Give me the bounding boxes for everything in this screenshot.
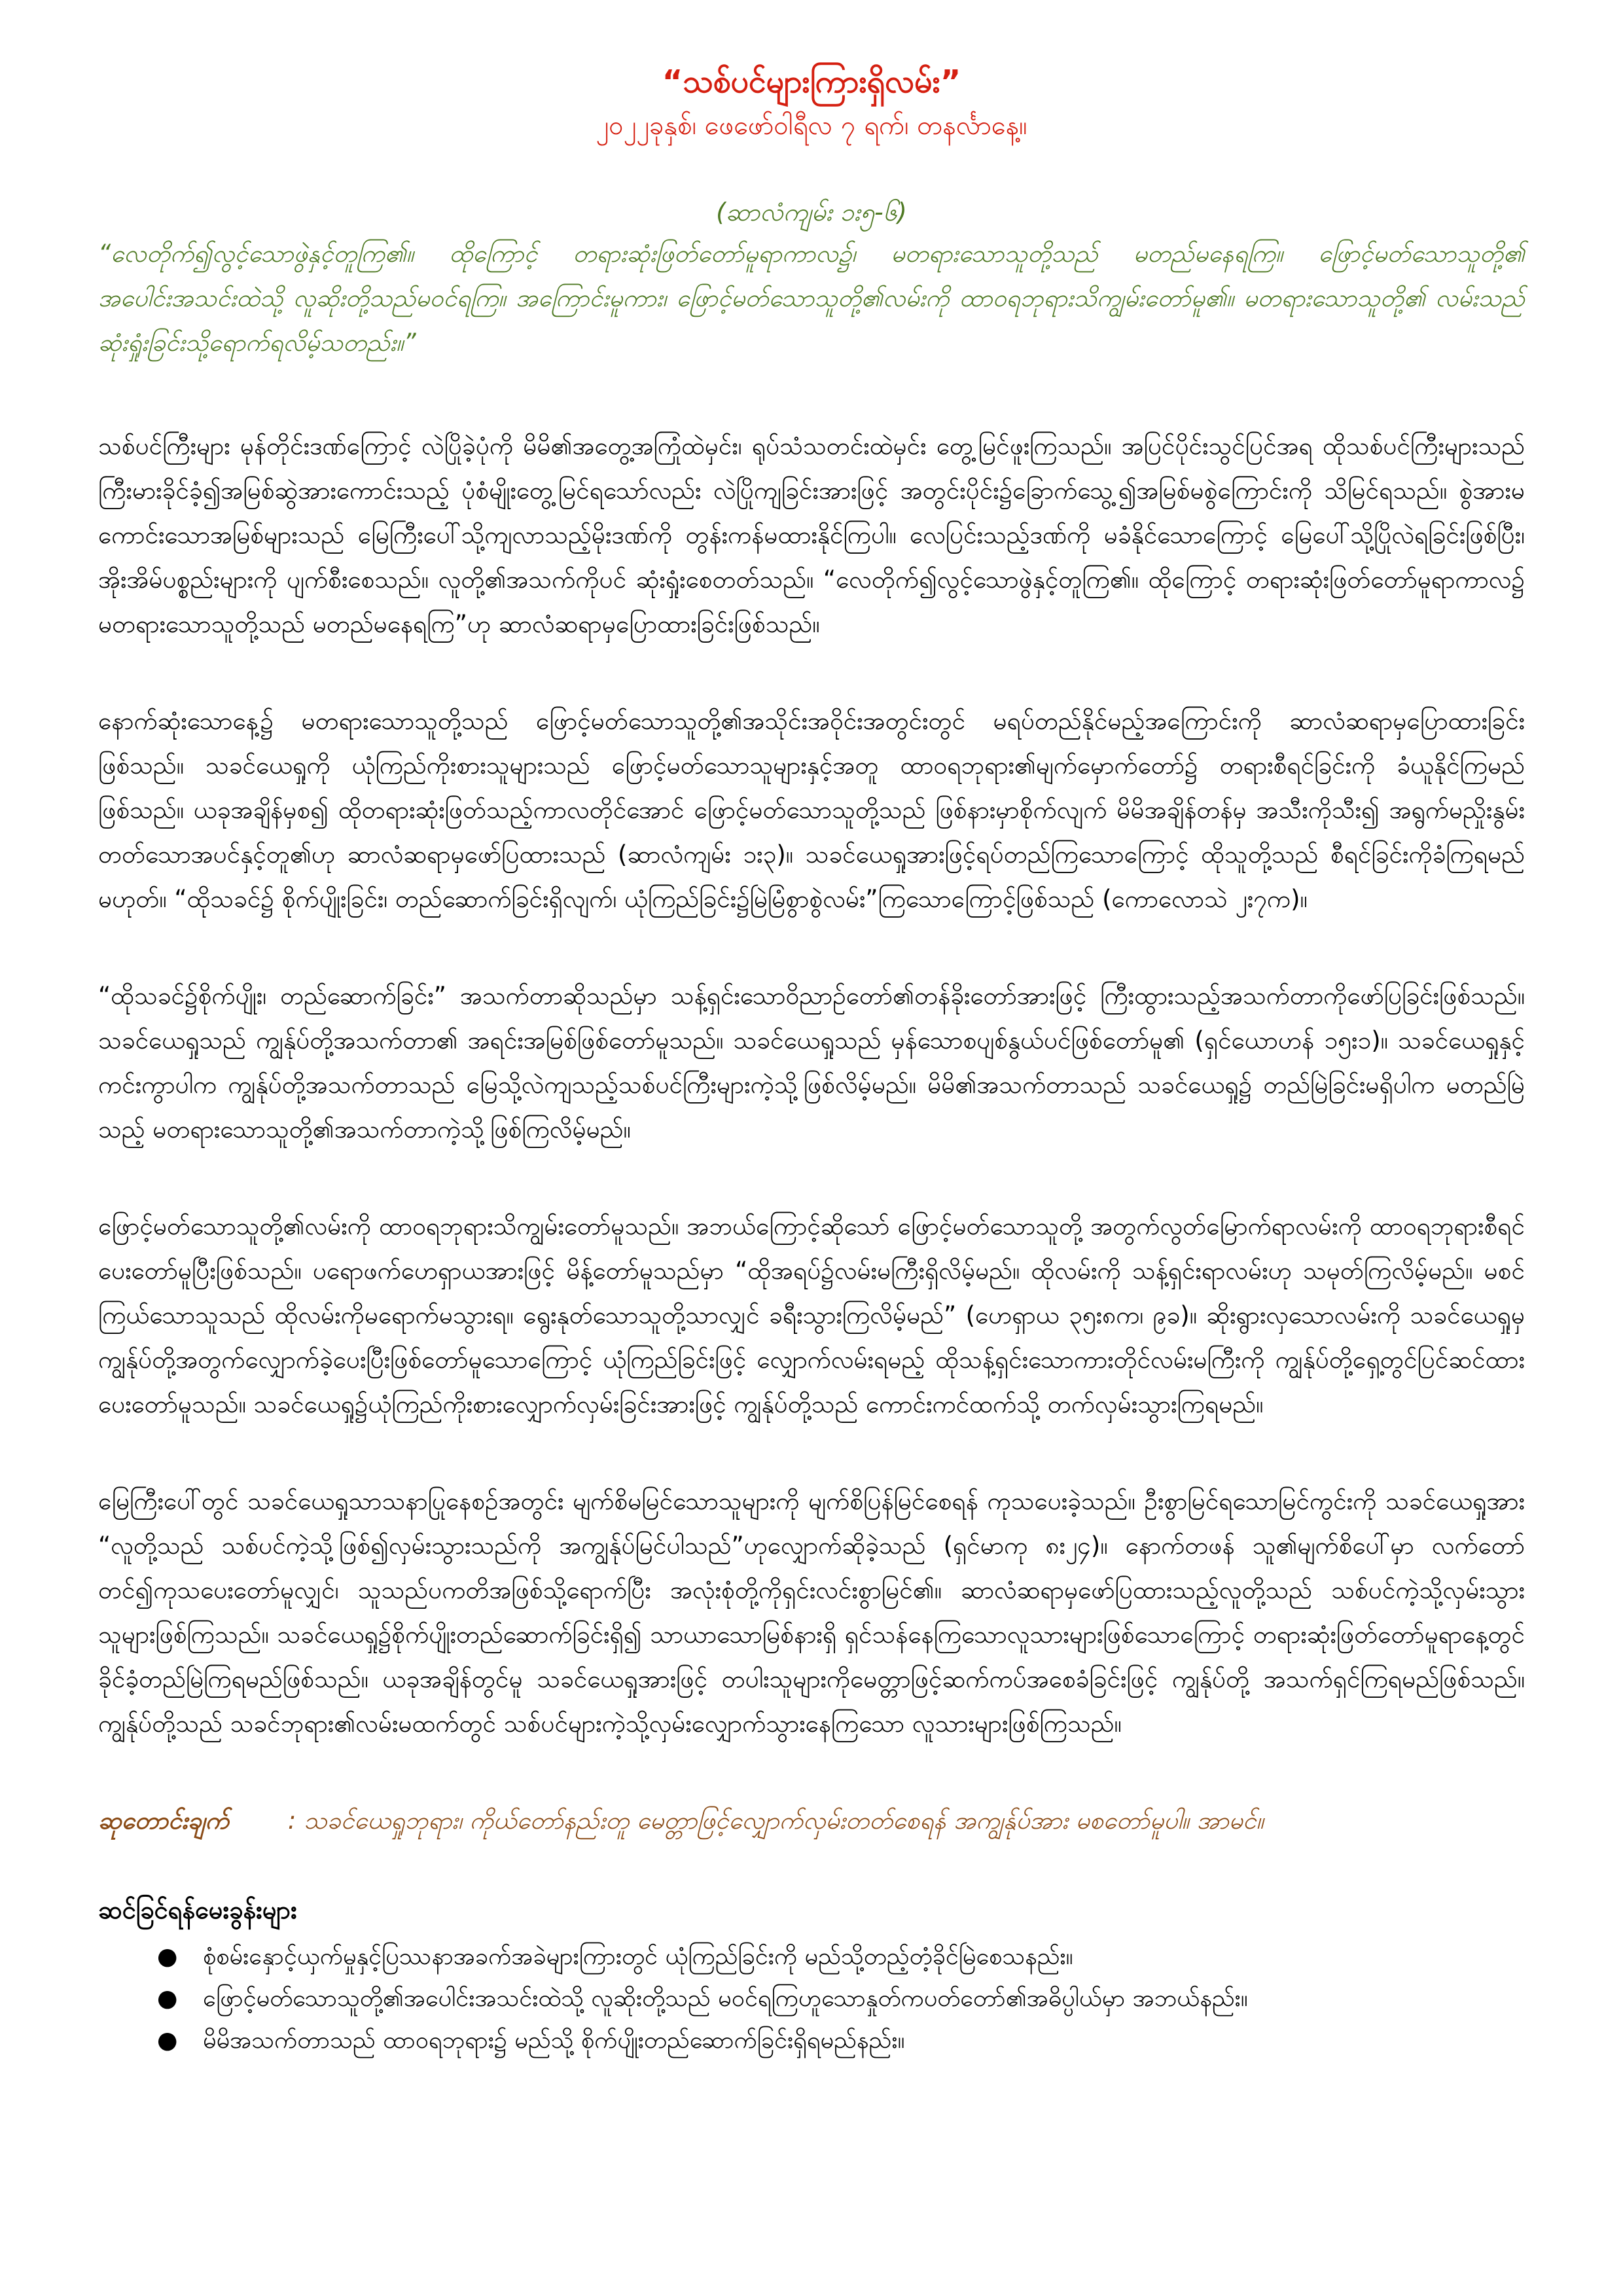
bullet-icon: ●	[157, 1943, 178, 1970]
scripture-quote: “လေတိုက်၍လွင့်သောဖွဲနှင့်တူကြ၏။ ထိုကြောင့် တရားဆုံးဖြတ်တော်မူရာကာလ၌၊ မတရားသောသူတို့သည် မတည်မနေရကြ။ ဖြောင့်မတ်သောသူတို့၏ အပေါင်းအသင်းထဲသို့ လူဆိုးတို့သည်မဝင်ရကြ။ အကြောင်းမူကား၊ ဖြောင့်မတ်သောသူတို့၏လမ်းကို ထာဝရဘုရားသိကျွမ်းတော်မူ၏။ မတရားသောသူတို့၏ လမ်းသည် ဆုံးရှုံးခြင်းသို့ရောက်ရလိမ့်သတည်း။”	[98, 240, 1525, 357]
bullet-icon: ●	[157, 2027, 178, 2054]
scripture-reference: (ဆာလံကျမ်း ၁း၅-၆)	[716, 198, 907, 226]
body-paragraph-5: မြေကြီးပေါ်တွင် သခင်ယေရှုသာသနာပြုနေစဉ်အတွင်း မျက်စိမမြင်သောသူများကို မျက်စိပြန်မြင်စေရန် ကုသပေးခဲ့သည်။ ဦးစွာမြင်ရသောမြင်ကွင်းကို သခင်ယေရှုအား “လူတို့သည် သစ်ပင်ကဲ့သို့ဖြစ်၍လှမ်းသွားသည်ကို အကျွန်ုပ်မြင်ပါသည်”ဟုလျှောက်ဆိုခဲ့သည် (ရှင်မာကု ၈း၂၄)။ နောက်တဖန် သူ၏မျက်စိပေါ်မှာ လက်တော်တင်၍ကုသပေးတော်မူလျှင်၊ သူသည်ပကတိအဖြစ်သို့ရောက်ပြီး အလုံးစုံတို့ကိုရှင်းလင်းစွာမြင်၏။ ဆာလံဆရာမှဖော်ပြထားသည့်လူတို့သည် သစ်ပင်ကဲ့သို့လှမ်းသွားသူများဖြစ်ကြသည်။ သခင်ယေရှု၌စိုက်ပျိုးတည်ဆောက်ခြင်းရှိ၍ သာယာသောမြစ်နားရှိ ရှင်သန်နေကြသောလူသားများဖြစ်သောကြောင့် တရားဆုံးဖြတ်တော်မူရာနေ့တွင် ခိုင်ခံ့တည်မြဲကြရမည်ဖြစ်သည်။ ယခုအချိန်တွင်မူ သခင်ယေရှုအားဖြင့် တပါးသူများကိုမေတ္တာဖြင့်ဆက်ကပ်အစေခံခြင်းဖြင့် ကျွန်ုပ်တို့ အသက်ရှင်ကြရမည်ဖြစ်သည်။ ကျွန်ုပ်တို့သည် သခင်ဘုရား၏လမ်းမထက်တွင် သစ်ပင်များကဲ့သို့လှမ်းလျှောက်သွားနေကြသော လူသားများဖြစ်ကြသည်။	[98, 1487, 1525, 1738]
bullet-icon: ●	[157, 1985, 178, 2012]
question-text: စုံစမ်းနှောင့်ယှက်မှုနှင့်ပြဿနာအခက်အခဲများကြားတွင် ယုံကြည်ခြင်းကို မည်သို့တည့်တံ့ခိုင်မြဲစေသနည်း။	[203, 1943, 1073, 1970]
body-paragraph-2: နောက်ဆုံးသောနေ့၌ မတရားသောသူတို့သည် ဖြောင့်မတ်သောသူတို့၏အသိုင်းအဝိုင်းအတွင်းတွင် မရပ်တည်နိုင်မည့်အကြောင်းကို ဆာလံဆရာမှပြောထားခြင်းဖြစ်သည်။ သခင်ယေရှုကို ယုံကြည်ကိုးစားသူများသည် ဖြောင့်မတ်သောသူများနှင့်အတူ ထာဝရဘုရား၏မျက်မှောက်တော်၌ တရားစီရင်ခြင်းကို ခံယူနိုင်ကြမည်ဖြစ်သည်။ ယခုအချိန်မှစ၍ ထိုတရားဆုံးဖြတ်သည့်ကာလတိုင်အောင် ဖြောင့်မတ်သောသူတို့သည် ဖြစ်နားမှာစိုက်လျက် မိမိအချိန်တန်မှ အသီးကိုသီး၍ အရွက်မညှိုးနွမ်းတတ်သောအပင်နှင့်တူ၏ဟု ဆာလံဆရာမှဖော်ပြထားသည် (ဆာလံကျမ်း ၁း၃)။ သခင်ယေရှုအားဖြင့်ရပ်တည်ကြသောကြောင့် ထိုသူတို့သည် စီရင်ခြင်းကိုခံကြရမည်မဟုတ်။ “ထိုသခင်၌ စိုက်ပျိုးခြင်း၊ တည်ဆောက်ခြင်းရှိလျက်၊ ယုံကြည်ခြင်း၌မြဲမြံစွာစွဲလမ်း”ကြသောကြောင့်ဖြစ်သည် (ကောလောသဲ ၂း၇က)။	[98, 707, 1525, 913]
body-paragraph-4: ဖြောင့်မတ်သောသူတို့၏လမ်းကို ထာဝရဘုရားသိကျွမ်းတော်မူသည်။ အဘယ်ကြောင့်ဆိုသော် ဖြောင့်မတ်သောသူတို့ အတွက်လွတ်မြောက်ရာလမ်းကို ထာဝရဘုရားစီရင်ပေးတော်မူပြီးဖြစ်သည်။ ပရောဖက်ဟေရှာယအားဖြင့် မိန့်တော်မူသည်မှာ “ထိုအရပ်၌လမ်းမကြီးရှိလိမ့်မည်။ ထိုလမ်းကို သန့်ရှင်းရာလမ်းဟု သမုတ်ကြလိမ့်မည်။ မစင်ကြယ်သောသူသည် ထိုလမ်းကိုမရောက်မသွားရ။ ရွေးနုတ်သောသူတို့သာလျှင် ခရီးသွားကြလိမ့်မည်” (ဟေရှာယ ၃၅း၈က၊ ၉ခ)။ ဆိုးရွားလှသောလမ်းကို သခင်ယေရှုမှ ကျွန်ုပ်တို့အတွက်လျှောက်ခဲ့ပေးပြီးဖြစ်တော်မူသောကြောင့် ယုံကြည်ခြင်းဖြင့် လျှောက်လမ်းရမည့် ထိုသန့်ရှင်းသောကားတိုင်လမ်းမကြီးကို ကျွန်ုပ်တို့ရှေ့တွင်ပြင်ဆင်ထားပေးတော်မူသည်။ သခင်ယေရှု၌ယုံကြည်ကိုးစားလျှောက်လှမ်းခြင်းအားဖြင့် ကျွန်ုပ်တို့သည် ကောင်းကင်ထက်သို့ တက်လှမ်းသွားကြရမည်။	[98, 1212, 1525, 1418]
body-paragraph-3: “ထိုသခင်၌စိုက်ပျိုး၊ တည်ဆောက်ခြင်း” အသက်တာဆိုသည်မှာ သန့်ရှင်းသောဝိညာဉ်တော်၏တန်ခိုးတော်အားဖြင့် ကြီးထွားသည့်အသက်တာကိုဖော်ပြခြင်းဖြစ်သည်။ သခင်ယေရှုသည် ကျွန်ုပ်တို့အသက်တာ၏ အရင်းအမြစ်ဖြစ်တော်မူသည်။ သခင်ယေရှုသည် မှန်သောစပျစ်နွယ်ပင်ဖြစ်တော်မူ၏ (ရှင်ယောဟန် ၁၅း၁)။ သခင်ယေရှုနှင့်ကင်းကွာပါက ကျွန်ုပ်တို့အသက်တာသည် မြေသို့လဲကျသည့်သစ်ပင်ကြီးများကဲ့သို့ဖြစ်လိမ့်မည်။ မိမိ၏အသက်တာသည် သခင်ယေရှု၌ တည်မြဲခြင်းမရှိပါက မတည်မြဲသည့် မတရားသောသူတို့၏အသက်တာကဲ့သို့ဖြစ်ကြလိမ့်မည်။	[98, 982, 1525, 1143]
prayer-label: ဆုတောင်းချက်	[98, 1806, 229, 1835]
page-title: “သစ်ပင်များကြားရှိလမ်း”	[662, 63, 961, 100]
list-item	[157, 1978, 1525, 2020]
questions-list	[98, 1936, 1525, 2062]
body-paragraph-1: သစ်ပင်ကြီးများ မုန်တိုင်းဒဏ်ကြောင့် လဲပြိုခဲ့ပုံကို မိမိ၏အတွေ့အကြုံထဲမှင်း၊ ရုပ်သံသတင်းထဲမှင်း တွေ့မြင်ဖူးကြသည်။ အပြင်ပိုင်းသွင်ပြင်အရ ထိုသစ်ပင်ကြီးများသည် ကြီးမားခိုင်ခံ့၍အမြစ်ဆွဲအားကောင်းသည့် ပုံစံမျိုးတွေ့မြင်ရသော်လည်း လဲပြိုကျခြင်းအားဖြင့် အတွင်းပိုင်း၌ခြောက်သွေ့၍အမြစ်မစွဲကြောင်းကို သိမြင်ရသည်။ စွဲအားမကောင်းသောအမြစ်များသည် မြေကြီးပေါ်သို့ကျလာသည့်မိုးဒဏ်ကို တွန်းကန်မထားနိုင်ကြပါ။ လေပြင်းသည့်ဒဏ်ကို မခံနိုင်သောကြောင့် မြေပေါ်သို့ပြိုလဲရခြင်းဖြစ်ပြီး၊ အိုးအိမ်ပစ္စည်းများကို ပျက်စီးစေသည်။ လူတို့၏အသက်ကိုပင် ဆုံးရှုံးစေတတ်သည်။ “လေတိုက်၍လွင့်သောဖွဲနှင့်တူကြ၏။ ထိုကြောင့် တရားဆုံးဖြတ်တော်မူရာကာလ၌ မတရားသောသူတို့သည် မတည်မနေရကြ”ဟု ဆာလံဆရာမှပြောထားခြင်းဖြစ်သည်။	[98, 432, 1525, 638]
question-text: မိမိအသက်တာသည် ထာဝရဘုရား၌ မည်သို့ စိုက်ပျိုးတည်ဆောက်ခြင်းရှိရမည်နည်း။	[203, 2027, 905, 2054]
questions-heading: ဆင်ခြင်ရန်မေးခွန်းများ	[98, 1895, 297, 1924]
page-date: ၂၀၂၂ခုနှစ်၊ ဖေဖော်ဝါရီလ ၇ ရက်၊ တနင်္လာနေ့။	[596, 111, 1027, 141]
prayer-text: : သခင်ယေရှုဘုရား၊ ကိုယ်တော်နည်းတူ မေတ္တာဖြင့်လျှောက်လှမ်းတတ်စေရန် အကျွန်ုပ်အား မစတော်မူပါ။ အာမင်။	[287, 1806, 1264, 1835]
list-item	[157, 2020, 1525, 2062]
question-text: ဖြောင့်မတ်သောသူတို့၏အပေါင်းအသင်းထဲသို့ လူဆိုးတို့သည် မဝင်ရကြဟူသောနှုတ်ကပတ်တော်၏အဓိပ္ပါယ်မှာ အဘယ်နည်း။	[203, 1985, 1248, 2012]
prayer	[98, 1799, 1525, 1843]
list-item	[157, 1936, 1525, 1978]
